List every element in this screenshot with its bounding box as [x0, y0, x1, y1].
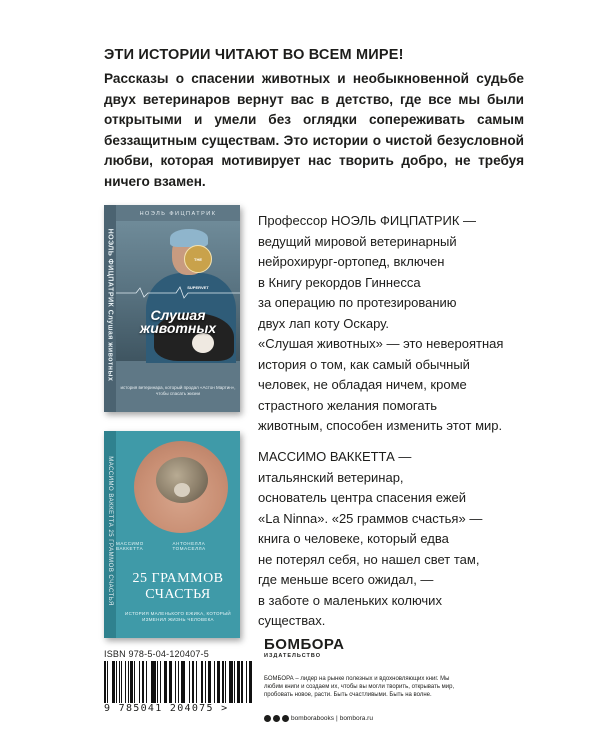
barcode-bar — [146, 661, 147, 703]
supervet-badge: THE SUPERVET — [184, 245, 212, 273]
intro-block — [104, 47, 524, 192]
bio-line: человек, не обладая ничем, кроме — [258, 377, 467, 392]
barcode-bar — [225, 661, 226, 703]
barcode-bar — [113, 661, 115, 703]
link-separator: | — [336, 715, 338, 722]
bio-line: книга о человеке, который едва — [258, 531, 449, 546]
publisher-name: БОМБОРА — [264, 636, 345, 653]
barcode-bar — [154, 661, 156, 703]
bio-line: история о том, как самый обычный — [258, 356, 470, 372]
barcode-bar — [143, 661, 144, 703]
barcode-bar — [193, 661, 194, 703]
bio-line: не потерял себя, но нашел свет там, — [258, 551, 480, 567]
spine-text: НОЭЛЬ ФИЦПАТРИК Слушая животных — [106, 228, 114, 382]
cover-authors — [116, 541, 240, 551]
book-cover-listening-to-animals — [104, 205, 240, 412]
bio-line: в заботе о маленьких колючих — [258, 592, 442, 608]
bio-line: итальянский ветеринар, — [258, 469, 404, 485]
book-spine — [104, 431, 116, 638]
bio-line: основатель центра спасения ежей — [258, 490, 467, 505]
barcode-bar — [116, 661, 117, 703]
facebook-icon — [264, 715, 271, 722]
bio-line: Профессор НОЭЛЬ ФИЦПАТРИК — — [258, 213, 477, 228]
spine-text: МАССИМО ВАККЕТТА 25 ГРАММОВ СЧАСТЬЯ — [107, 456, 113, 606]
barcode-bars — [104, 661, 252, 703]
isbn-number: ISBN 978-5-04-120407-5 — [104, 649, 209, 659]
barcode-bar — [238, 661, 239, 703]
bio-line: страстного желания помогать — [258, 397, 438, 413]
surgical-cap — [170, 229, 208, 247]
barcode-bar — [131, 661, 133, 703]
barcode-bar — [125, 661, 126, 703]
cover-author-1: МАССИМО ВАККЕТТА — [116, 541, 144, 551]
barcode-bar — [175, 661, 176, 703]
hedgehog-face — [174, 483, 190, 497]
bio-line: существах. — [258, 613, 326, 628]
barcode-bar — [196, 661, 197, 703]
book-cover-25-grams-of-happiness — [104, 431, 240, 638]
barcode-bar — [234, 661, 235, 703]
barcode-bar — [231, 661, 233, 703]
barcode-bar — [157, 661, 158, 703]
bio-line: в Книгу рекордов Гиннесса — [258, 274, 421, 290]
barcode-bar — [210, 661, 211, 703]
barcode-bar — [134, 661, 135, 703]
barcode-bar — [104, 661, 106, 703]
barcode-bar — [160, 661, 161, 703]
barcode-bar — [205, 661, 206, 703]
barcode-bar — [222, 661, 224, 703]
barcode-bar — [189, 661, 190, 703]
barcode-bar — [170, 661, 171, 703]
bio-line: двух лап коту Оскару. — [258, 315, 389, 331]
barcode-bar — [178, 661, 179, 703]
intro-paragraph: Рассказы о спасении животных и необыкновенной судьбе двух ветеринаров вернут вас в детство, где все мы были открытыми и умели без оглядки сопереживать самым беззащитным существам. Это истории о чистой безусловной любви, которая мотивирует нас творить добро, не требуя ничего взамен. — [104, 71, 524, 189]
bio-line: нейрохирург-ортопед, включен — [258, 254, 445, 269]
publisher-website: bombora.ru — [339, 715, 373, 722]
cover-title-line-1: 25 ГРАММОВ — [132, 571, 224, 586]
cover-subtitle: история ветеринара, который продал «Астон Мартин», чтобы спасать жизни — [120, 385, 236, 396]
barcode-bar — [121, 661, 122, 703]
cover-title-line-2: СЧАСТЬЯ — [145, 587, 211, 602]
cover-title — [116, 571, 240, 603]
heartbeat-line-icon — [116, 285, 240, 299]
cover-author: НОЭЛЬ ФИЦПАТРИК — [139, 211, 217, 217]
cover-author-2: АНТОНЕЛЛА ТОМАСЕЛЛА — [172, 541, 206, 551]
bio-line: «La Ninna». «25 граммов счастья» — — [258, 510, 483, 526]
barcode-bar — [139, 661, 140, 703]
vk-icon — [273, 715, 280, 722]
barcode-bar — [184, 661, 185, 703]
barcode-bar — [246, 661, 247, 703]
barcode-bar — [214, 661, 215, 703]
barcode-bar — [107, 661, 108, 703]
social-handle: bomborabooks — [291, 715, 334, 722]
instagram-icon — [282, 715, 289, 722]
bio-line: где меньше всего ожидал, — — [258, 572, 434, 587]
author-bio-fitzpatrick — [258, 211, 558, 437]
barcode-bar — [241, 661, 242, 703]
cover-title: Слушая животных — [139, 307, 217, 336]
barcode-bar — [202, 661, 203, 703]
barcode-bar — [166, 661, 167, 703]
book-spine — [104, 205, 116, 412]
isbn-barcode — [104, 649, 252, 719]
publisher-description: БОМБОРА – лидер на рынке полезных и вдохновляющих книг. Мы любим книги и создаем их, чтобы вы могли творить, открывать мир, пробовать новое, расти. Быть счастливыми. Быть на волне. — [264, 676, 455, 698]
intro-heading: ЭТИ ИСТОРИИ ЧИТАЮТ ВО ВСЕМ МИРЕ! — [104, 47, 404, 63]
bio-line: за операцию по протезированию — [258, 295, 457, 310]
cover-subtitle: ИСТОРИЯ МАЛЕНЬКОГО ЕЖИКА, КОТОРЫЙ ИЗМЕНИЛ ЖИЗНЬ ЧЕЛОВЕКА — [125, 611, 231, 622]
barcode-digits: 9 785041 204075 > — [104, 703, 229, 714]
barcode-bar — [250, 661, 251, 703]
bio-line: ведущий мировой ветеринарный — [258, 233, 457, 249]
bio-line: «Слушая животных» — это невероятная — [258, 336, 504, 351]
bio-line: МАССИМО ВАККЕТТА — — [258, 449, 412, 464]
publisher-label: ИЗДАТЕЛЬСТВО — [264, 653, 322, 659]
publisher-links — [264, 715, 373, 722]
author-bio-vacchetta — [258, 447, 548, 632]
bio-line: животным, способен изменить этот мир. — [258, 418, 503, 433]
dog-muzzle — [192, 333, 214, 353]
barcode-bar — [219, 661, 220, 703]
publisher-logo — [264, 636, 344, 659]
